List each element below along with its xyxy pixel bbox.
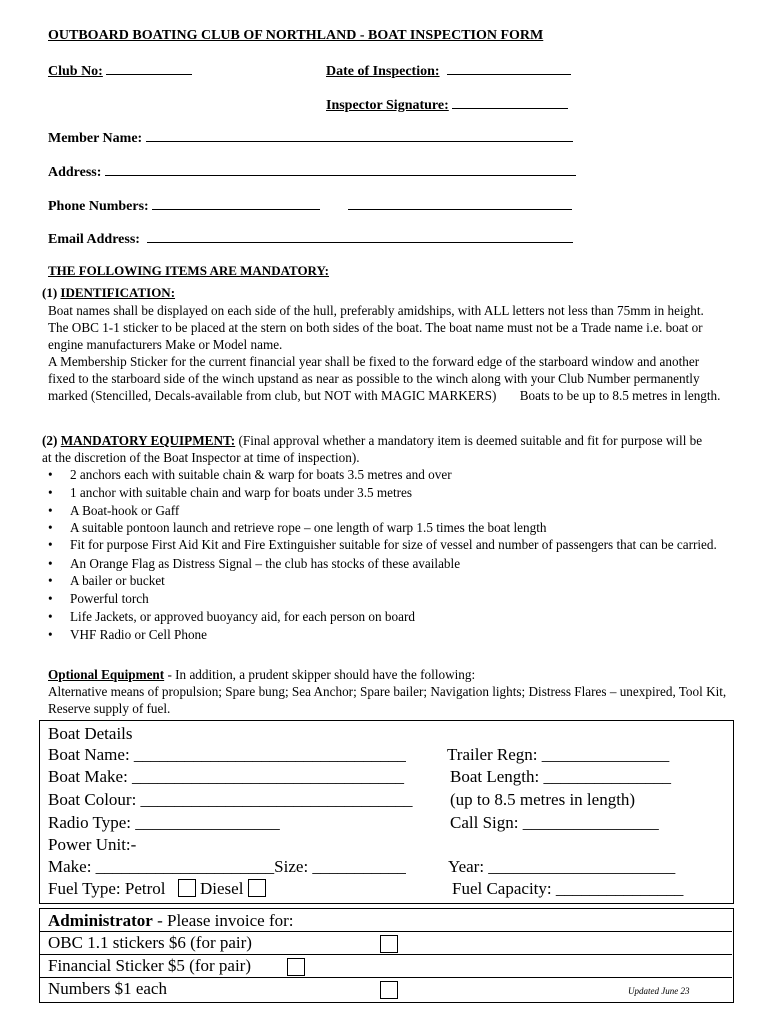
list-item: • A suitable pontoon launch and retrieve rope – one length of warp 1.5 times the boat length <box>46 519 722 537</box>
optional-text: Alternative means of propulsion; Spare bung; Sea Anchor; Spare bailer; Navigation lights; Distress Flares – unexpired, Tool Kit, Reserve supply of fuel. <box>48 684 727 716</box>
email-field[interactable] <box>48 229 573 248</box>
fuel-type-field <box>48 879 266 899</box>
diesel-checkbox[interactable] <box>248 879 266 897</box>
obc-sticker-row: OBC 1.1 stickers $6 (for pair) <box>48 933 252 952</box>
list-item: • 2 anchors each with suitable chain & warp for boats 3.5 metres and over <box>46 466 722 484</box>
length-note: (up to 8.5 metres in length) <box>450 790 636 809</box>
address-line[interactable] <box>105 162 576 176</box>
phone-field[interactable] <box>48 196 572 215</box>
admin-divider <box>40 977 732 978</box>
petrol-checkbox[interactable] <box>178 879 196 897</box>
optional-section <box>48 666 728 717</box>
fuel-capacity-field[interactable]: Fuel Capacity: _______________ <box>452 879 684 898</box>
radio-type-field[interactable]: Radio Type: _________________ <box>48 813 280 832</box>
trailer-regn-field[interactable]: Trailer Regn: _______________ <box>447 745 670 764</box>
email-label: Email Address: <box>48 232 140 247</box>
date-label: Date of Inspection: <box>326 64 440 79</box>
member-label: Member Name: <box>48 131 143 146</box>
list-item: • Powerful torch <box>46 590 722 608</box>
boat-name-field[interactable]: Boat Name: ________________________________ <box>48 745 406 764</box>
power-unit-label: Power Unit:- <box>48 835 137 854</box>
club-no-label: Club No: <box>48 64 103 79</box>
list-item: • A Boat-hook or Gaff <box>46 502 722 520</box>
obc-sticker-checkbox[interactable] <box>380 935 398 953</box>
club-no-line[interactable] <box>106 61 192 75</box>
boat-make-field[interactable]: Boat Make: ________________________________ <box>48 767 405 786</box>
club-no-field[interactable] <box>48 61 192 80</box>
identification-heading <box>42 285 175 301</box>
date-field[interactable] <box>326 61 571 80</box>
diesel-label: Diesel <box>200 879 244 898</box>
email-line[interactable] <box>147 229 573 243</box>
year-field[interactable]: Year: ______________________ <box>448 857 676 876</box>
mandatory-heading: THE FOLLOWING ITEMS ARE MANDATORY: <box>48 263 330 278</box>
call-sign-field[interactable]: Call Sign: ________________ <box>450 813 659 832</box>
list-item: • A bailer or bucket <box>46 572 722 590</box>
boat-details-heading: Boat Details <box>48 724 133 743</box>
address-label: Address: <box>48 165 102 180</box>
identification-para-2-text: A Membership Sticker for the current financial year shall be fixed to the forward edge of the starboard window and another fixed to the starboard side of the winch upstand as near as possible to the winch along with your Club Number permanently marked (Stencilled, Decals-available from club, but NOT with MAGIC MARKERS) <box>48 354 700 403</box>
identification-length-note: Boats to be up to 8.5 metres in length. <box>519 388 721 403</box>
financial-sticker-row: Financial Sticker $5 (for pair) <box>48 956 251 975</box>
inspector-field[interactable] <box>326 95 568 114</box>
list-item: • 1 anchor with suitable chain and warp for boats under 3.5 metres <box>46 484 722 502</box>
date-line[interactable] <box>447 61 571 75</box>
numbers-checkbox[interactable] <box>380 981 398 999</box>
fuel-type-label: Fuel Type: Petrol <box>48 879 166 898</box>
optional-intro: - In addition, a prudent skipper should have the following: <box>164 667 476 682</box>
admin-divider <box>40 954 732 955</box>
numbers-row: Numbers $1 each <box>48 979 167 998</box>
financial-sticker-checkbox[interactable] <box>287 958 305 976</box>
equipment-list <box>46 466 722 644</box>
form-title: OUTBOARD BOATING CLUB OF NORTHLAND - BOAT INSPECTION FORM <box>48 28 544 43</box>
admin-heading-tail: - Please invoice for: <box>152 911 294 930</box>
list-item: • VHF Radio or Cell Phone <box>46 626 722 644</box>
engine-make-size-field[interactable]: Make: _____________________Size: ___________ <box>48 857 406 876</box>
admin-divider <box>40 931 732 932</box>
equipment-number: (2) <box>42 433 58 448</box>
boat-colour-field[interactable]: Boat Colour: ________________________________ <box>48 790 413 809</box>
admin-heading-row <box>48 911 294 931</box>
identification-para-2 <box>48 353 724 404</box>
identification-para-1: Boat names shall be displayed on each side of the hull, preferably amidships, with ALL letters not less than 75mm in height. The OBC 1-1 sticker to be placed at the stern on both sides of the boat. The boat name must not be a Trade name i.e. boat or engine manufacturers Make or Model name. <box>48 303 704 352</box>
boat-length-field[interactable]: Boat Length: _______________ <box>450 767 671 786</box>
admin-heading: Administrator <box>48 911 153 930</box>
list-item: • An Orange Flag as Distress Signal – the club has stocks of these available <box>46 555 722 573</box>
optional-heading: Optional Equipment <box>48 667 165 682</box>
list-item: • Fit for purpose First Aid Kit and Fire Extinguisher suitable for size of vessel and number of passengers that can be carried. <box>46 537 722 553</box>
identification-number: (1) <box>42 285 58 300</box>
address-field[interactable] <box>48 162 576 181</box>
list-item: • Life Jackets, or approved buoyancy aid, for each person on board <box>46 608 722 626</box>
updated-note: Updated June 23 <box>628 986 690 996</box>
equipment-heading: MANDATORY EQUIPMENT: <box>60 433 236 448</box>
member-field[interactable] <box>48 128 573 147</box>
equipment-intro <box>42 432 712 466</box>
phone-line-2[interactable] <box>348 196 572 210</box>
member-line[interactable] <box>146 128 573 142</box>
phone-line-1[interactable] <box>152 196 320 210</box>
inspector-line[interactable] <box>452 95 568 109</box>
equipment-intro-text: (Final approval whether a mandatory item is deemed suitable and fit for purpose will be at the discretion of the Boat Inspector at time of inspection). <box>42 433 703 465</box>
identification-title: IDENTIFICATION: <box>60 285 176 300</box>
phone-label: Phone Numbers: <box>48 199 149 214</box>
inspector-label: Inspector Signature: <box>326 98 449 113</box>
